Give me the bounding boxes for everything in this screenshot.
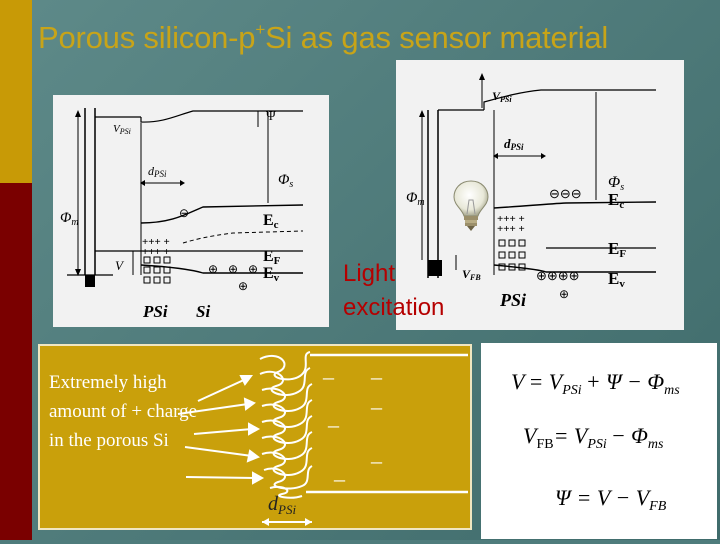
ev-label: Ev — [608, 269, 625, 290]
slide-title — [38, 20, 718, 56]
ev-label: Ev — [263, 265, 280, 284]
minus-5: – — [371, 448, 382, 473]
ef-label: EF — [263, 248, 281, 267]
light-line-2: excitation — [343, 294, 445, 321]
minus-3: – — [371, 394, 382, 419]
light-line-1: Light — [343, 260, 396, 287]
vfb-label: VFB — [462, 267, 481, 282]
band-diagram-dark — [53, 95, 329, 327]
title-rest: Si as gas sensor material — [265, 20, 609, 55]
ec-label: Ec — [608, 190, 625, 211]
vpsi-label: VPSi — [113, 123, 131, 136]
plus-row-1: +++ + — [142, 236, 170, 248]
plus-charge-4: ⊕ — [238, 279, 249, 293]
phi-m-label: $\Phi_m$ — [60, 210, 79, 228]
minus-2: – — [371, 364, 382, 389]
light-bulb-icon — [450, 178, 492, 234]
equation-1: $V = V_{PSi} + \Psi - \Phi_{ms}$ — [511, 369, 680, 398]
dpsi-label: dPSi — [148, 164, 167, 179]
band-diagram-dark-svg — [53, 95, 329, 327]
psi-region-label: PSi — [500, 290, 527, 310]
title-sup: + — [255, 20, 266, 39]
vpsi-label: VPSi — [492, 89, 512, 104]
equations-svg — [481, 343, 717, 539]
minus-row: ⊖⊖⊖ — [549, 186, 582, 201]
light-excitation-label — [343, 257, 444, 325]
equation-3: $\Psi = V - V_{FB}$ — [555, 485, 667, 514]
minus-charge: ⊖ — [179, 206, 190, 220]
psi-region-label: PSi — [143, 302, 168, 321]
plus-charge: ⊕ — [559, 287, 570, 301]
phi-s-label: Φs — [608, 174, 625, 193]
plus-charge-3: ⊕ — [248, 262, 259, 276]
minus-4: – — [328, 412, 339, 437]
equation-2: $V_{FB}= V_{PSi} - \Phi_{ms}$ — [523, 423, 664, 452]
plus-row-1: +++ + — [497, 213, 525, 225]
porous-charge-note: Extremely high amount of + charge in the porous Si — [49, 372, 198, 451]
plus-row-2: +++ + — [142, 246, 170, 258]
dpsi-label: dPSi — [504, 136, 524, 152]
accent-bar-gold — [0, 0, 32, 183]
plus-charge-1: ⊕ — [208, 262, 219, 276]
minus-1: – — [323, 364, 334, 389]
porous-structure-svg — [38, 344, 472, 530]
ef-label: EF — [608, 239, 627, 260]
plus-charge-2: ⊕ — [228, 262, 239, 276]
psi-top-label: Ψ — [266, 108, 276, 123]
dpsi-dimension-label: $d_{PSi}$ — [268, 493, 297, 517]
phi-s-label: $\Phi_s$ — [278, 172, 294, 190]
equations-panel — [481, 343, 717, 539]
si-region-label: Si — [196, 302, 211, 321]
plus-row-2: +++ + — [497, 223, 525, 235]
minus-6: – — [334, 466, 345, 491]
v-label: V — [115, 258, 123, 273]
plus-band: ⊕⊕⊕⊕ — [536, 268, 580, 283]
phi-m-label: $\Phi_m$ — [406, 190, 425, 208]
accent-bar-red — [0, 183, 32, 540]
ec-label: Ec — [263, 212, 279, 231]
title-main: Porous silicon-p — [38, 20, 256, 55]
